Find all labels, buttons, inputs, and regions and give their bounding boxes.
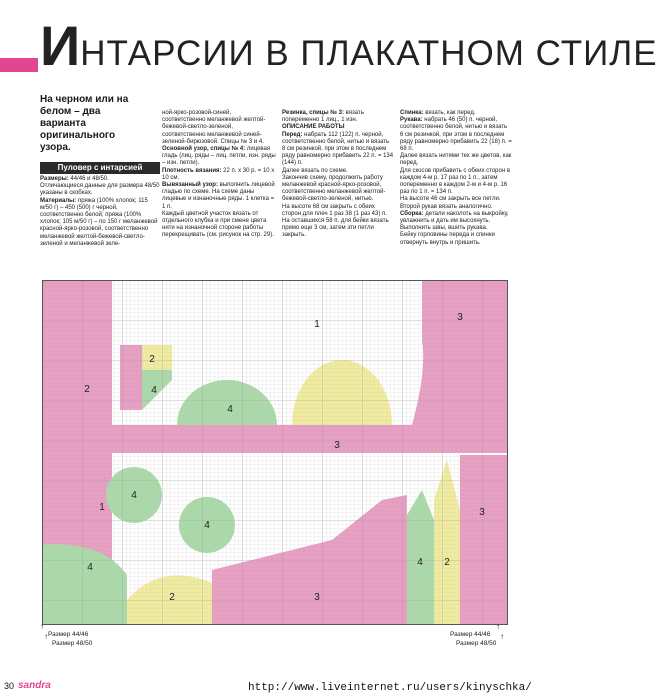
size-label-right-1: Размер 44/46 [450,631,491,638]
col1-paragraph [40,198,160,248]
col3-text: набрать 112 (122) п. черной, соответственно белой, нитью и вязать 8 см резинкой, при этом в последнем ряду равномерно прибавить 22 п. = 134 (144) п. [282,131,394,167]
magazine-name: sandra [18,680,51,691]
col3-paragraph [282,110,394,124]
col3-heading: Резинка, спицы № 3: [282,110,344,116]
col2-text: Каждый цветной участок вязать от отдельного клубка и при смене цвета нити на изнаночной стороне работы перекрещивать (см. рисунок на стр. 29). [162,210,274,239]
page-number: 30 [4,681,15,691]
chart-label-3d: 3 [479,507,485,518]
knitting-chart [42,280,508,625]
col2-heading: Основной узор, спицы № 4: [162,146,246,153]
col4-heading: Рукава: [400,117,423,124]
size-label-left-2: Размер 48/50 [52,640,93,647]
title-accent-bar [0,58,38,72]
text-column-4 [400,110,512,247]
col3-paragraph [282,132,394,168]
col1-paragraph [40,183,160,197]
chart-label-1b: 1 [99,502,105,513]
col2-text: ной-ярко-розовой-синей, соответственно меланжевой желтой-бежевой-светло-зеленой, соответственно меланжевой синей-зеленой-бирюзовой. Спицы № 3 и 4. [162,110,266,145]
page-title [40,14,658,77]
size-arrow-left-1: ↑ [40,622,44,631]
col4-paragraph [400,211,512,233]
chart-label-3b: 3 [334,440,340,451]
size-label-left-1: Размер 44/46 [48,631,89,638]
chart-label-4d: 4 [204,520,210,531]
col3-text: На высоте 68 см закрыть с обеих сторон для плеч 1 раз 38 (1 раз 43) п. На оставшихся 58 п. для бейки вязать прямо еще 3 см, затем эти петли закрыть. [282,203,389,239]
col2-paragraph [162,146,276,168]
col4-text: Для скосов прибавить с обеих сторон в каждом 4-м р. 17 раз по 1 п., затем попеременно в каждом 2-м и 4-м р. 16 раз по 1 п. = 134 п. [400,167,511,196]
col1-text: 44/46 и 48/50. [68,176,109,182]
size-arrow-left-2: ↑ [44,632,48,641]
col4-text: Второй рукав вязать аналогично. [400,203,493,210]
col3-heading: ОПИСАНИЕ РАБОТЫ [282,124,345,131]
chart-label-2b: 2 [149,354,155,365]
col4-paragraph [400,117,512,153]
col2-text: выполнить лицевой гладью по схеме. На схеме даны лицевые и изнаночные ряды. 1 клетка = 1 п. [162,182,275,210]
col3-text: Далее вязать по схеме. [282,167,348,174]
col4-paragraph [400,196,512,203]
section-tab: Пуловер с интарсией [40,162,160,174]
size-arrow-right-1: ↑ [496,622,500,631]
col4-text: На высоте 46 см закрыть все петли. [400,196,501,203]
chart-label-4a: 4 [227,404,233,415]
col2-paragraph [162,211,276,240]
col4-paragraph [400,168,512,197]
chart-label-1: 1 [314,319,320,330]
col2-heading: Вывязанный узор: [162,182,218,189]
chart-label-2a: 2 [84,384,90,395]
title-initial: И [40,14,81,77]
col4-paragraph [400,153,512,167]
col4-heading: Спинка: [400,110,424,116]
col4-paragraph [400,204,512,211]
col3-paragraph [282,124,394,131]
chart-label-2d: 2 [444,557,450,568]
col2-heading: Плотность вязания: [162,167,222,174]
text-column-2 [162,110,276,240]
col3-paragraph [282,175,394,204]
col2-paragraph [162,168,276,182]
col3-text: вязать попеременно 1 лиц., 1 изн. [282,110,364,124]
text-column-3 [282,110,394,240]
col2-text: 22 п. х 30 р. = 10 х 10 см. [162,167,275,181]
col1-text: пряжа (100% хлопок; 115 м/50 г) – 450 (500) г черной, соответственно белой; пряжа (100% хлопок; 105 м/50 г) – по 150 г меланжевой красной-ярко-розовой, соответственно меланжевой желтой-бежевой-светло-зеленой и меланжевой зеле- [40,197,158,247]
size-label-right-2: Размер 48/50 [456,640,497,647]
chart-label-4b: 4 [151,385,157,396]
col4-text: Далее вязать нитями тех же цветов, как перед. [400,153,512,167]
col4-text: детали наколоть на выкройку, увлажнить и дать им высохнуть. Выполнить швы, вшить рукава. [400,210,509,232]
subtitle: На черном или на белом – два варианта оригинального узора. [40,94,129,153]
col4-paragraph [400,232,512,246]
chart-label-4e: 4 [87,562,93,573]
chart-label-2c: 2 [169,592,175,603]
watermark-link[interactable]: http://www.liveinternet.ru/users/kinyschka/ [248,682,532,694]
chart-label-3a: 3 [457,312,463,323]
col4-text: набрать 46 (50) п. черной, соответственно белой, нитью и вязать 6 см резинкой, при этом в последнем ряду равномерно прибавить 22 (18) п. = 68 п. [400,117,512,153]
col3-heading: Перед: [282,131,303,138]
col2-text: лицевая гладь (лиц. ряды – лиц. петли, изн. ряды – изн. петли). [162,146,276,167]
chart-label-3c: 3 [314,592,320,603]
col1-text: Отличающиеся данные для размера 48/50 указаны в скобках. [40,183,160,197]
col3-text: Закончив схему, продолжить работу меланжевой красной-ярко-розовой, соответственно меланжевой желтой-бежевой-светло-зеленой, нитью. [282,174,386,203]
col3-paragraph [282,168,394,175]
col2-paragraph [162,182,276,211]
size-arrow-right-2: ↑ [500,632,504,641]
title-rest: НТАРСИИ В ПЛАКАТНОМ СТИЛЕ [80,34,658,73]
col3-paragraph [282,204,394,240]
text-column-1 [40,176,160,248]
col4-heading: Сборка: [400,210,424,217]
col4-text: Бейку горловины переда и спинки отвернуть внутрь и пришить. [400,232,495,246]
chart-label-4f: 4 [417,557,423,568]
col4-text: вязать, как перед. [423,110,476,116]
col1-heading: Материалы: [40,197,77,204]
col1-heading: Размеры: [40,176,69,182]
col2-paragraph [162,110,276,146]
grid-major [42,280,508,625]
chart-label-4c: 4 [131,490,137,501]
col1-paragraph [40,176,160,183]
